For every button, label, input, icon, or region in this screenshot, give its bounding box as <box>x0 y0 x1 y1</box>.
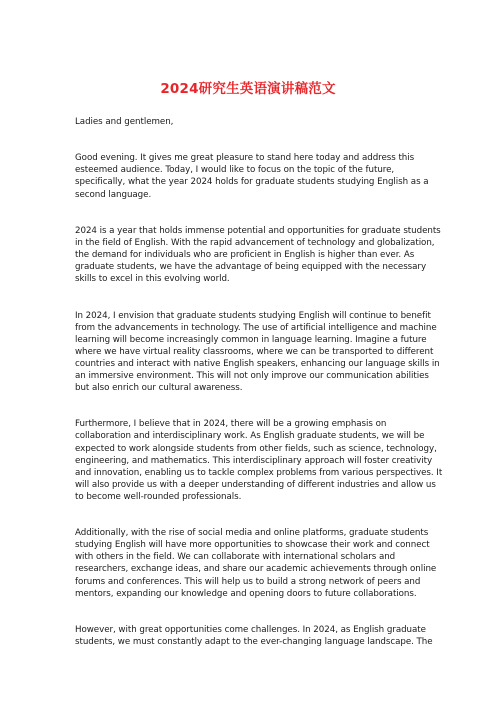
text-line: learning will become increasingly common in language learning. Imagine a future <box>75 334 427 345</box>
text-line: skills to excel in this evolving world. <box>75 274 230 285</box>
text-line: graduate students, we have the advantage of being equipped with the necessary <box>75 262 427 273</box>
text-line: forums and conferences. This will help us to build a strong network of peers and <box>75 576 421 587</box>
text-line: Furthermore, I believe that in 2024, there will be a growing emphasis on <box>75 419 387 430</box>
text-line: Good evening. It gives me great pleasure to stand here today and address this <box>75 153 415 164</box>
paragraph-challenges <box>75 624 433 648</box>
text-line: to become well-rounded professionals. <box>75 491 242 502</box>
text-line: where we have virtual reality classrooms, where we can be transported to different <box>75 346 434 357</box>
text-line: but also enrich our cultural awareness. <box>75 383 243 394</box>
text-line: expected to work alongside students from other fields, such as science, technology, <box>75 443 437 454</box>
text-line: in the field of English. With the rapid advancement of technology and globalization, <box>75 237 435 248</box>
paragraph-opening <box>75 152 429 200</box>
document-title: 2024研究生英语演讲稿范文 <box>160 81 336 97</box>
text-line: second language. <box>75 189 152 200</box>
paragraph-gap <box>75 285 425 309</box>
text-line: 2024 is a year that holds immense potential and opportunities for graduate students <box>75 225 441 236</box>
text-line: countries and interact with native English speakers, enhancing our language skills in <box>75 358 440 369</box>
text-line: However, with great opportunities come challenges. In 2024, as English graduate <box>75 624 426 635</box>
text-line: collaboration and interdisciplinary work. As English graduate students, we will be <box>75 431 425 442</box>
text-line: from the advancements in technology. The use of artificial intelligence and machine <box>75 322 437 333</box>
text-line: students, we must constantly adapt to the ever-changing language landscape. The <box>75 637 433 648</box>
text-line: with others in the field. We can collaborate with international scholars and <box>75 552 396 563</box>
paragraph-gap <box>75 503 425 527</box>
text-line: the demand for individuals who are proficient in English is higher than ever. As <box>75 250 415 261</box>
paragraph-gap <box>75 394 425 418</box>
text-line: engineering, and mathematics. This interdisciplinary approach will foster creativity <box>75 455 433 466</box>
paragraph-gap <box>75 128 425 152</box>
text-line: researchers, exchange ideas, and share our academic achievements through online <box>75 564 437 575</box>
text-line: studying English will have more opportunities to showcase their work and connect <box>75 540 430 551</box>
paragraph-social-media <box>75 527 437 600</box>
text-line: an immersive environment. This will not only improve our communication abilities <box>75 370 429 381</box>
text-line: will also provide us with a deeper understanding of different industries and allow us <box>75 479 436 490</box>
text-line: and innovation, enabling us to tackle complex problems from various perspectives. It <box>75 467 443 478</box>
document-body <box>75 116 443 648</box>
text-line: esteemed audience. Today, I would like to focus on the topic of the future, <box>75 165 395 176</box>
text-line: Additionally, with the rise of social media and online platforms, graduate students <box>75 528 429 539</box>
paragraph-gap <box>75 201 425 225</box>
paragraph-gap <box>75 600 425 624</box>
paragraph-technology <box>75 310 440 395</box>
text-line: In 2024, I envision that graduate students studying English will continue to benefit <box>75 310 431 321</box>
text-line: specifically, what the year 2024 holds for graduate students studying English as a <box>75 177 429 188</box>
paragraph-collaboration <box>75 418 443 503</box>
paragraph-greeting <box>75 116 425 128</box>
text-line: mentors, expanding our knowledge and opening doors to future collaborations. <box>75 588 417 599</box>
paragraph-potential <box>75 225 441 285</box>
text-line: Ladies and gentlemen, <box>75 117 174 127</box>
